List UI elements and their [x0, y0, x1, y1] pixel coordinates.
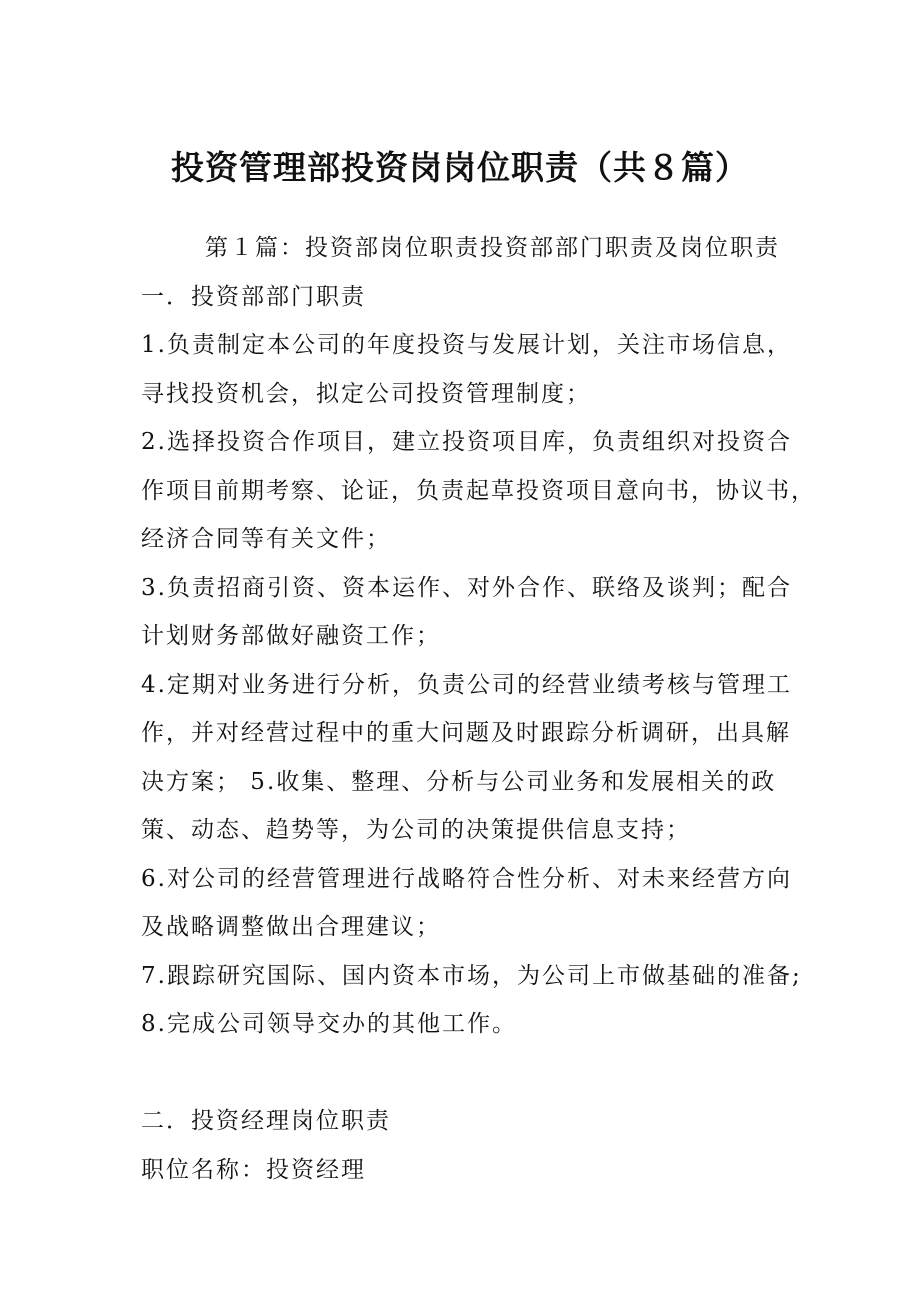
paragraph-line: 策、动态、趋势等，为公司的决策提供信息支持；	[141, 817, 691, 843]
paragraph-line: 1.负责制定本公司的年度投资与发展计划，关注市场信息，	[141, 332, 792, 358]
paragraph-line: 职位名称：投资经理	[141, 1156, 366, 1183]
section-heading: 一．投资部部门职责	[141, 283, 366, 310]
paragraph-line: 计划财务部做好融资工作；	[141, 623, 441, 649]
paragraph-line: 4.定期对业务进行分析，负责公司的经营业绩考核与管理工	[141, 671, 792, 698]
paragraph-line: 经济合同等有关文件；	[141, 526, 391, 552]
blank-line	[141, 1049, 801, 1098]
paragraph-line: 作项目前期考察、论证，负责起草投资项目意向书，协议书，	[141, 477, 816, 504]
paragraph-line: 8.完成公司领导交办的其他工作。	[141, 1011, 517, 1037]
paragraph-line: 作，并对经营过程中的重大问题及时跟踪分析调研，出具解	[141, 720, 791, 746]
chapter-heading: 第１篇：投资部岗位职责投资部部门职责及岗位职责	[205, 235, 780, 261]
paragraph-line: 6.对公司的经营管理进行战略符合性分析、对未来经营方向	[141, 865, 792, 892]
section-heading: 二．投资经理岗位职责	[141, 1108, 391, 1134]
paragraph-line: 7.跟踪研究国际、国内资本市场，为公司上市做基础的准备;	[141, 962, 802, 989]
paragraph-line: 及战略调整做出合理建议；	[141, 914, 441, 940]
paragraph-line: 2.选择投资合作项目，建立投资项目库，负责组织对投资合	[141, 429, 792, 455]
document-body	[141, 224, 816, 1194]
paragraph-line: 决方案； 5.收集、整理、分析与公司业务和发展相关的政	[141, 768, 777, 795]
paragraph-line: 寻找投资机会，拟定公司投资管理制度；	[141, 380, 591, 407]
document-title: 投资管理部投资岗岗位职责（共８篇）	[171, 148, 749, 187]
paragraph-line: 3.负责招商引资、资本运作、对外合作、联络及谈判；配合	[141, 574, 792, 601]
